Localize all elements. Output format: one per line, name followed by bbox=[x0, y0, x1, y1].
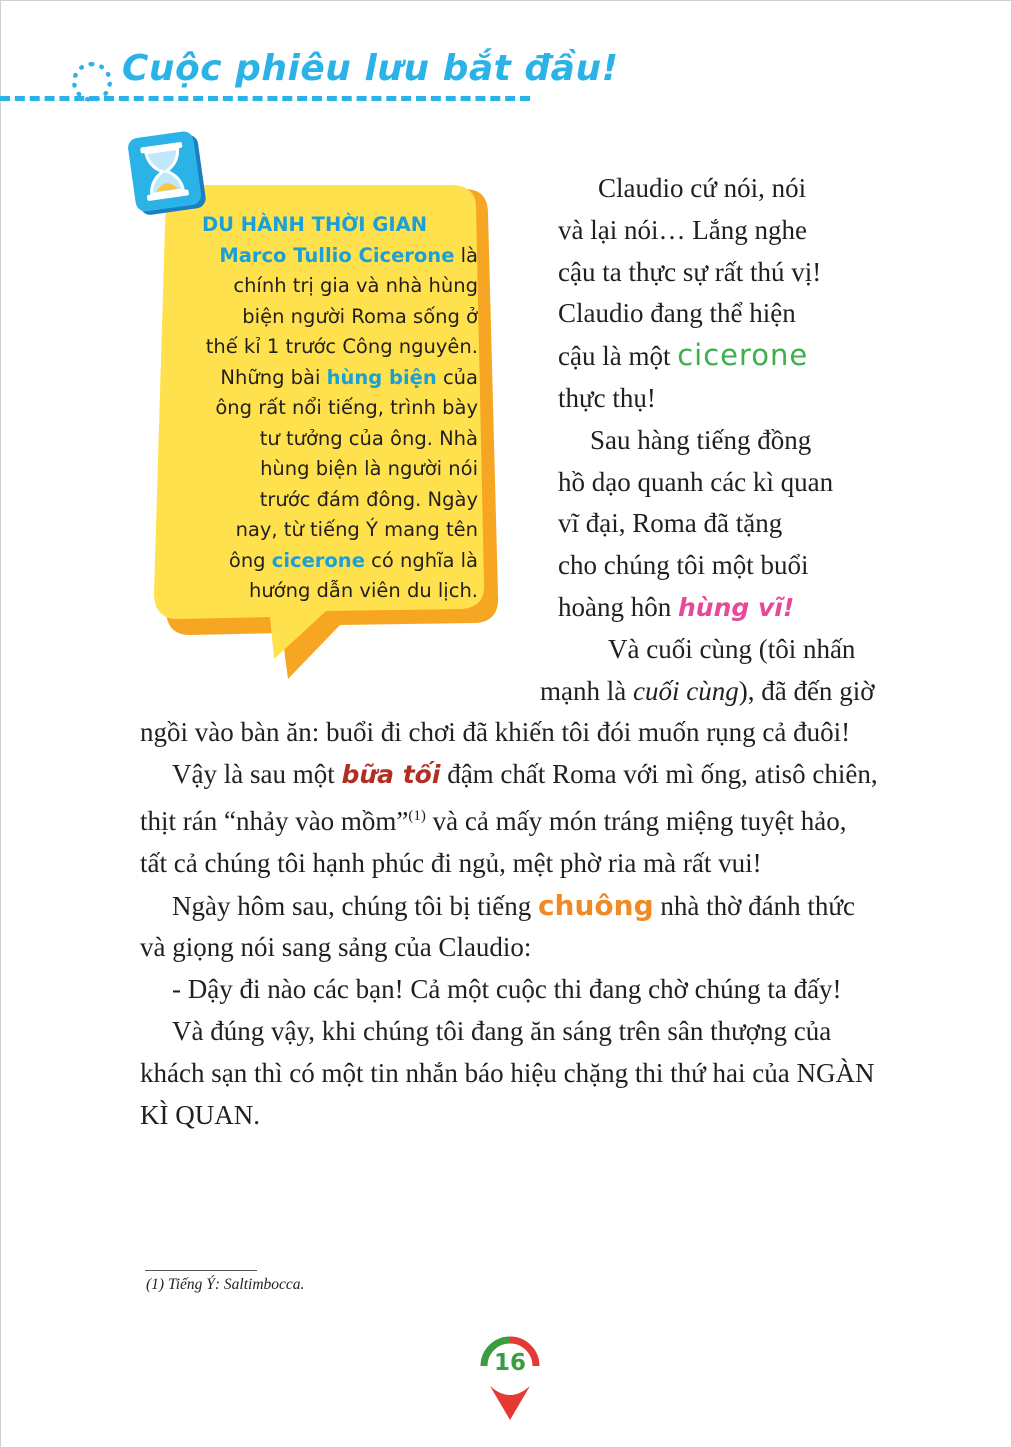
p1-line-5 bbox=[558, 338, 809, 373]
footnote-ref: (1) bbox=[408, 807, 426, 824]
p1-line-4: Claudio đang thể hiện bbox=[558, 298, 796, 329]
p5-a: Ngày hôm sau, chúng tôi bị tiếng bbox=[172, 890, 532, 921]
emphasis-chuong: chuông bbox=[537, 888, 654, 922]
p3-line-1: Và cuối cùng (tôi nhấn bbox=[608, 633, 856, 664]
sidebar-highlight: hùng biện bbox=[326, 365, 437, 389]
sidebar-text: ông rất nổi tiếng, trình bày bbox=[215, 396, 478, 419]
sidebar-text: có nghĩa là bbox=[364, 548, 478, 572]
p3-italic: cuối cùng bbox=[632, 675, 739, 706]
p3-line-2b: ), đã đến bbox=[738, 675, 833, 706]
chapter-title: Cuộc phiêu lưu bắt đầu! bbox=[122, 48, 619, 89]
emphasis-cicerone: cicerone bbox=[677, 338, 809, 373]
footnote-rule bbox=[145, 1270, 257, 1271]
sidebar-highlight: cicerone bbox=[271, 548, 365, 572]
p4-c: và cả mấy món tráng miệng tuyệt hảo, tất cả chúng tôi hạnh phúc đi ngủ, mệt phờ ria mà rất vui! bbox=[140, 805, 847, 878]
p2-line-5 bbox=[558, 592, 794, 622]
p1-line-5-text: cậu là một bbox=[558, 341, 671, 372]
sidebar-text: hùng biện là người nói bbox=[260, 457, 478, 480]
p1-line-6: thực thụ! bbox=[558, 382, 656, 413]
sidebar-highlight: Marco Tullio Cicerone bbox=[219, 243, 455, 267]
sidebar-text: hướng dẫn viên du lịch. bbox=[248, 579, 478, 602]
paragraph-4 bbox=[140, 754, 880, 884]
paragraph-6: - Dậy đi nào các bạn! Cả một cuộc thi đang chờ chúng ta đấy! bbox=[172, 974, 842, 1005]
sidebar-text: biện người Roma sống ở bbox=[242, 304, 478, 328]
p2-line-3: vĩ đại, Roma đã tặng bbox=[558, 508, 783, 539]
sidebar-text: của bbox=[436, 365, 478, 389]
emphasis-hung-vi: hùng vĩ! bbox=[677, 592, 795, 622]
sidebar-text: nay, từ tiếng Ý mang tên bbox=[235, 518, 478, 541]
chapter-header bbox=[0, 40, 619, 110]
page-marker-icon bbox=[478, 1330, 542, 1424]
sidebar-text: tư tưởng của ông. Nhà bbox=[259, 426, 478, 450]
footnote: (1) Tiếng Ý: Saltimbocca. bbox=[146, 1276, 305, 1293]
sidebar-text: trước đám đông. Ngày bbox=[259, 487, 478, 511]
sidebar-text: Những bài bbox=[220, 365, 327, 389]
p2-line-2: hồ dạo quanh các kì quan bbox=[558, 466, 834, 497]
story-text bbox=[140, 168, 880, 1136]
wrap-spacer bbox=[140, 168, 558, 696]
p2-line-1: Sau hàng tiếng đồng bbox=[590, 424, 812, 455]
header-ring-icon bbox=[72, 62, 112, 102]
p4-a: Vậy là sau một bbox=[172, 759, 335, 790]
paragraph-5 bbox=[140, 885, 880, 970]
p2-line-5-text: hoàng hôn bbox=[558, 591, 672, 622]
sidebar-text: là bbox=[454, 243, 478, 267]
p2-line-4: cho chúng tôi một buổi bbox=[558, 550, 809, 581]
p1-line-2: và lại nói… Lắng nghe bbox=[558, 214, 807, 245]
sidebar-text: chính trị gia và nhà hùng bbox=[233, 274, 478, 297]
sidebar-text: ông bbox=[228, 548, 272, 572]
paragraph-7: Và đúng vậy, khi chúng tôi đang ăn sáng trên sân thượng của khách sạn thì có một tin nhắn báo hiệu chặng thi thứ hai của NGÀN KÌ QUAN. bbox=[140, 1015, 875, 1130]
p1-line-1: Claudio cứ nói, nói bbox=[598, 173, 807, 203]
p5-b: nhà thờ đánh thức và giọng nói sang sảng của Claudio: bbox=[140, 890, 856, 963]
sidebar-box-title: DU HÀNH THỜI GIAN bbox=[202, 213, 428, 236]
p4-b: đậm chất Roma với mì ống, atisô chiên, thịt rán “nhảy vào mồm” bbox=[140, 759, 878, 836]
p3-line-2 bbox=[540, 676, 832, 706]
p3-line-2a: mạnh là bbox=[540, 675, 633, 706]
emphasis-bua-toi: bữa tối bbox=[341, 760, 441, 790]
p3-rest: giờ ngồi vào bàn ăn: buổi đi chơi đã khiến tôi đói muốn rụng cả đuôi! bbox=[140, 675, 875, 748]
page-number: 16 bbox=[493, 1350, 526, 1376]
p1-line-3: cậu ta thực sự rất thú vị! bbox=[558, 256, 822, 287]
sidebar-text: thế kỉ 1 trước Công nguyên. bbox=[205, 335, 478, 358]
